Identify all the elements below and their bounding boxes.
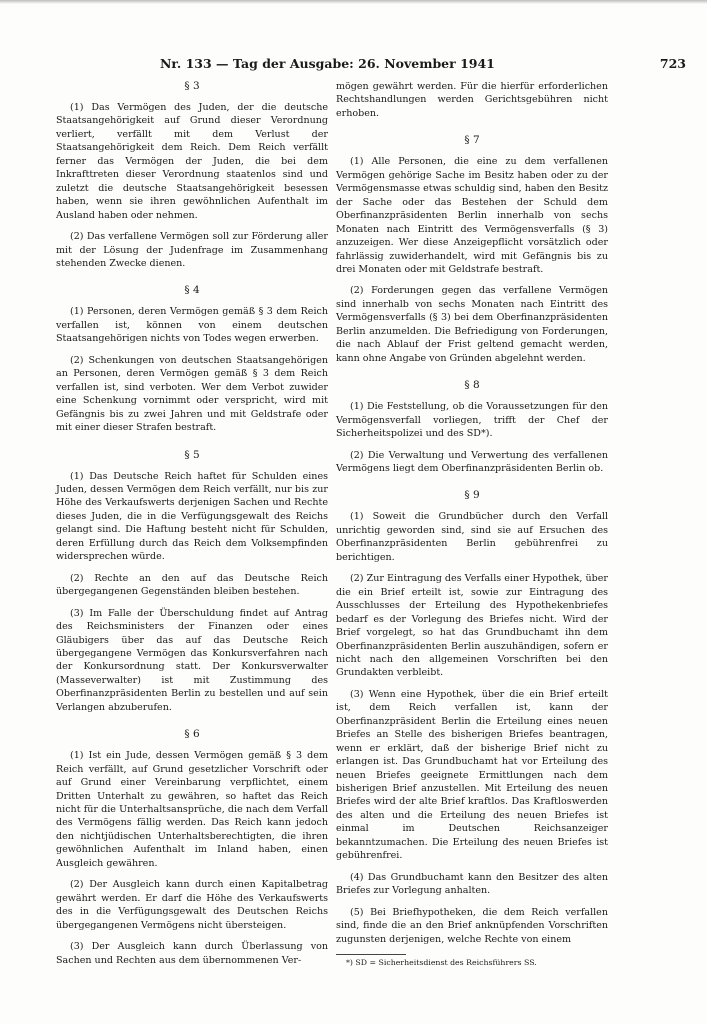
paragraph: (2) Die Verwaltung und Verwertung des verfallenen Vermögens liegt dem Oberfinanzpräsidenten Berlin ob. — [336, 449, 608, 474]
left-column — [56, 80, 328, 975]
scan-edge — [0, 0, 707, 4]
paragraph: (2) Forderungen gegen das verfallene Vermögen sind innerhalb von sechs Monaten nach Eintritt des Vermögensverfalls (§ 3) bei dem Oberfinanzpräsidenten Berlin anzumelden. Die Befriedigung von Forderungen, die nach Ablauf der Frist geltend gemacht werden, kann ohne Angabe von Gründen abgelehnt werden. — [336, 285, 608, 364]
paragraph: (4) Das Grundbuchamt kann den Besitzer des alten Briefes zur Vorlegung anhalten. — [336, 871, 608, 897]
issue-number: Nr. 133 — [160, 56, 212, 71]
right-column — [336, 80, 608, 968]
paragraph: (1) Das Vermögen des Juden, der die deutsche Staatsangehörigkeit auf Grund dieser Verordnung verliert, verfällt mit dem Verlust der Staatsangehörigkeit dem Reich. Dem Reich verfällt ferner das Vermögen der Juden, die bei dem Inkrafttreten dieser Verordnung staatenlos sind und zuletzt die deutsche Staatsangehörigkeit besessen haben, wenn sie ihren gewöhnlichen Aufenthalt im Ausland haben oder nehmen. — [56, 102, 328, 221]
paragraph: (1) Das Deutsche Reich haftet für Schulden eines Juden, dessen Vermögen dem Reich verfällt, nur bis zur Höhe des Verkaufswerts derjenigen Sachen und Rechte dieses Juden, die in die Verfügungsgewalt des Reichs gelangt sind. Die Haftung besteht nicht für Schulden, deren Erfüllung durch das Reich dem Volksempfinden widersprechen würde. — [56, 470, 328, 563]
paragraph: (2) Zur Eintragung des Verfalls einer Hypothek, über die ein Brief erteilt ist, sowie zur Eintragung des Ausschlusses der Erteilung des Hypothekenbriefes bedarf es der Vorlegung des Briefes nicht. Wird der Brief vorgelegt, so hat das Grundbuchamt ihn dem Oberfinanzpräsidenten Berlin auszuhändigen, sofern er nicht nach den allgemeinen Vorschriften bei den Grundakten verbleibt. — [336, 573, 608, 679]
paragraph-continued: mögen gewährt werden. Für die hierfür erforderlichen Rechtshandlungen werden Gerichtsgebühren nicht erhoben. — [336, 81, 608, 119]
section-heading: § 7 — [464, 134, 480, 147]
section-heading: § 3 — [184, 80, 200, 92]
paragraph: (3) Der Ausgleich kann durch Überlassung von Sachen und Rechten aus dem übernommenen Ver- — [56, 941, 328, 966]
paragraph: (1) Die Feststellung, ob die Voraussetzungen für den Vermögensverfall vorliegen, trifft der Chef der Sicherheitspolizei und des SD*). — [336, 401, 608, 440]
footnote-rule — [336, 954, 406, 955]
section-heading: § 8 — [464, 379, 480, 392]
paragraph: (1) Alle Personen, die eine zu dem verfallenen Vermögen gehörige Sache im Besitz haben oder zu der Vermögensmasse etwas schuldig sind, haben den Besitz der Sache oder das Bestehen der Schuld dem Oberfinanzpräsidenten Berlin innerhalb von sechs Monaten nach Eintritt des Vermögensverfalls (§ 3) anzuzeigen. Wer diese Anzeigepflicht vorsätzlich oder fahrlässig zuwiderhandelt, wird mit Gefängnis bis zu drei Monaten oder mit Geldstrafe bestraft. — [336, 156, 608, 275]
paragraph: (5) Bei Briefhypotheken, die dem Reich verfallen sind, finde die an den Brief anknüpfenden Vorschriften zugunsten derjenigen, welche Rechte von einem — [336, 906, 608, 945]
paragraph: (1) Ist ein Jude, dessen Vermögen gemäß § 3 dem Reich verfällt, auf Grund gesetzlicher Vorschrift oder auf Grund einer Vereinbarung verpflichtet, einem Dritten Unterhalt zu gewähren, so haftet das Reich nicht für die Unterhaltsansprüche, die nach dem Verfall des Vermögens fällig werden. Das Reich kann jedoch den nichtjüdischen Unterhaltsberechtigten, die ihren gewöhnlichen Aufenthalt im Inland haben, einen Ausgleich gewähren. — [56, 750, 328, 869]
section-heading: § 5 — [184, 448, 200, 461]
paragraph: (2) Rechte an den auf das Deutsche Reich übergegangenen Gegenständen bleiben bestehen. — [56, 572, 328, 598]
issue-date: Tag der Ausgabe: 26. November 1941 — [232, 56, 495, 71]
header-dash: — — [216, 56, 229, 71]
footnote: *) SD = Sicherheitsdienst des Reichsführers SS. — [346, 958, 537, 968]
paragraph: (1) Personen, deren Vermögen gemäß § 3 dem Reich verfallen ist, können von einem deutschen Staatsangehörigen nichts von Todes wegen erwerben. — [56, 306, 328, 345]
page-header — [40, 56, 690, 76]
page-number: 723 — [659, 56, 686, 71]
paragraph: (3) Wenn eine Hypothek, über die ein Brief erteilt ist, dem Reich verfallen ist, kann der Oberfinanzpräsident Berlin die Erteilung eines neuen Briefes an Stelle des bisherigen Briefes beantragen, wenn er erklärt, daß der bisherige Brief nicht zu erlangen ist. Das Grundbuchamt hat vor Erteilung des neuen Briefes geeignete Ermittlungen nach dem bisherigen Brief anzustellen. Mit Erteilung des neuen Briefes wird der alte Brief kraftlos. Das Kraftloswerden des alten und die Erteilung des neuen Briefes ist einmal im Deutschen Reichsanzeiger bekanntzumachen. Die Erteilung des neuen Briefes ist gebührenfrei. — [336, 688, 608, 862]
paragraph: (3) Im Falle der Überschuldung findet auf Antrag des Reichsministers der Finanzen oder eines Gläubigers über das auf das Deutsche Reich übergegangene Vermögen das Konkursverfahren nach der Konkursordnung statt. Der Konkursverwalter (Masseverwalter) ist mit Zustimmung des Oberfinanzpräsidenten Berlin zu bestellen und auf sein Verlangen abzuberufen. — [56, 607, 328, 713]
paragraph: (1) Soweit die Grundbücher durch den Verfall unrichtig geworden sind, sind sie auf Ersuchen des Oberfinanzpräsidenten Berlin gebührenfrei zu berichtigen. — [336, 511, 608, 563]
section-heading: § 6 — [184, 728, 200, 741]
section-heading: § 9 — [464, 489, 480, 502]
paragraph: (2) Das verfallene Vermögen soll zur Förderung aller mit der Lösung der Judenfrage im Zusammenhang stehenden Zwecke dienen. — [56, 231, 328, 269]
paragraph: (2) Der Ausgleich kann durch einen Kapitalbetrag gewährt werden. Er darf die Höhe des Verkaufswerts des in die Verfügungsgewalt des Deutschen Reichs übergegangenen Vermögens nicht übersteigen. — [56, 879, 328, 931]
paragraph: (2) Schenkungen von deutschen Staatsangehörigen an Personen, deren Vermögen gemäß § 3 dem Reich verfallen ist, sind verboten. Wer dem Verbot zuwider eine Schenkung vornimmt oder verspricht, wird mit Gefängnis bis zu zwei Jahren und mit Geldstrafe oder mit einer dieser Strafen bestraft. — [56, 354, 328, 434]
section-heading: § 4 — [184, 284, 200, 297]
header-line — [160, 56, 495, 71]
